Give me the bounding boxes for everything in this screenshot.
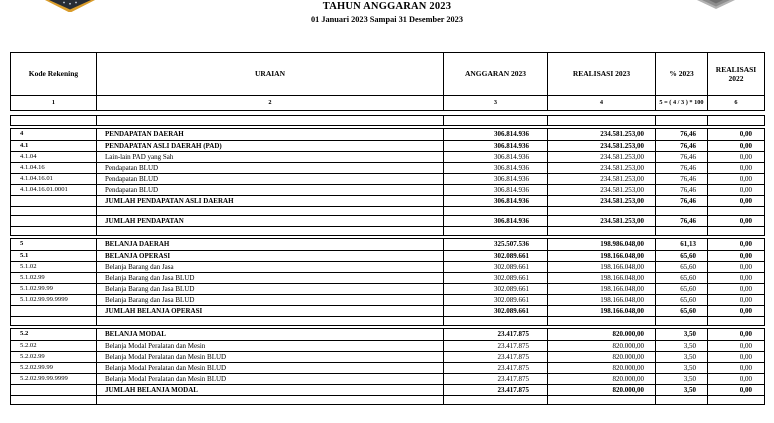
kode-rekening-cell: 4.1.04	[20, 152, 37, 160]
table-row	[11, 173, 764, 184]
realisasi-2023-cell: 234.581.253,00	[547, 185, 655, 195]
anggaran-2023-cell: 302.089.661	[443, 262, 547, 272]
anggaran-2023-cell: 302.089.661	[443, 284, 547, 294]
pct-2023-cell: 76,46	[655, 196, 707, 206]
kode-rekening-cell: 5	[20, 240, 24, 248]
col-header-pct-2023: % 2023	[655, 53, 707, 95]
pct-2023-cell: 3,50	[655, 385, 707, 395]
kode-rekening-cell	[11, 317, 96, 325]
col-header-realisasi-2022: REALISASI 2022	[707, 53, 764, 95]
pct-2023-cell: 76,46	[655, 163, 707, 173]
realisasi-2023-cell: 198.166.048,00	[547, 306, 655, 316]
realisasi-2023-cell: 198.166.048,00	[547, 262, 655, 272]
realisasi-2023-cell: 198.166.048,00	[547, 284, 655, 294]
kode-rekening-cell	[11, 306, 96, 316]
realisasi-2023-cell	[547, 116, 655, 125]
realisasi-2023-cell: 820.000,00	[547, 341, 655, 351]
realisasi-2023-cell: 234.581.253,00	[547, 141, 655, 151]
uraian-cell: Pendapatan BLUD	[96, 185, 443, 195]
pendapatan-block	[10, 128, 765, 236]
realisasi-2023-cell	[547, 227, 655, 235]
col-header-kode-rekening: Kode Rekening	[28, 69, 79, 79]
column-header-row	[11, 53, 764, 95]
uraian-cell: PENDAPATAN ASLI DAERAH (PAD)	[96, 141, 443, 151]
pct-2023-cell: 65,60	[655, 306, 707, 316]
uraian-cell	[96, 317, 443, 325]
realisasi-2023-cell	[547, 317, 655, 325]
pct-2023-cell	[655, 396, 707, 404]
realisasi-2023-cell: 234.581.253,00	[547, 174, 655, 184]
anggaran-2023-cell: 306.814.936	[443, 185, 547, 195]
realisasi-2022-cell	[707, 317, 764, 325]
uraian-cell	[96, 207, 443, 215]
uraian-cell: Belanja Modal Peralatan dan Mesin BLUD	[96, 374, 443, 384]
uraian-cell: JUMLAH PENDAPATAN	[96, 216, 443, 226]
table-row	[11, 384, 764, 395]
table-row	[11, 226, 764, 235]
uraian-cell: Pendapatan BLUD	[96, 174, 443, 184]
uraian-cell: PENDAPATAN DAERAH	[96, 129, 443, 140]
kode-rekening-cell: 4.1.04.16.01.0001	[20, 185, 68, 193]
kode-rekening-cell: 5.1.02.99.99	[20, 284, 53, 292]
realisasi-2022-cell	[707, 227, 764, 235]
anggaran-2023-cell: 23.417.875	[443, 374, 547, 384]
table-row	[11, 340, 764, 351]
pct-2023-cell: 76,46	[655, 141, 707, 151]
pct-2023-cell	[655, 227, 707, 235]
uraian-cell: JUMLAH PENDAPATAN ASLI DAERAH	[96, 196, 443, 206]
table-row	[11, 206, 764, 215]
anggaran-2023-cell: 306.814.936	[443, 152, 547, 162]
uraian-cell	[96, 116, 443, 125]
table-row	[11, 351, 764, 362]
kode-rekening-cell: 5.2.02.99.99.9999	[20, 374, 68, 382]
column-number-row	[11, 95, 764, 110]
realisasi-2023-cell: 820.000,00	[547, 363, 655, 373]
anggaran-2023-cell: 306.814.936	[443, 129, 547, 140]
budget-table	[10, 52, 765, 405]
realisasi-2023-cell: 820.000,00	[547, 329, 655, 340]
kode-rekening-cell: 5.2.02.99	[20, 352, 45, 360]
kode-rekening-cell: 4.1.04.16	[20, 163, 45, 171]
anggaran-2023-cell: 306.814.936	[443, 196, 547, 206]
kode-rekening-cell	[11, 196, 96, 206]
pct-2023-cell	[655, 207, 707, 215]
pct-2023-cell: 3,50	[655, 352, 707, 362]
belanja-operasi-block	[10, 238, 765, 326]
uraian-cell: JUMLAH BELANJA MODAL	[96, 385, 443, 395]
uraian-cell: JUMLAH BELANJA OPERASI	[96, 306, 443, 316]
realisasi-2023-cell: 820.000,00	[547, 385, 655, 395]
anggaran-2023-cell	[443, 396, 547, 404]
col-number-1: 1	[51, 98, 56, 106]
anggaran-2023-cell: 23.417.875	[443, 352, 547, 362]
realisasi-2022-cell: 0,00	[707, 216, 764, 226]
realisasi-2023-cell: 234.581.253,00	[547, 216, 655, 226]
uraian-cell: Belanja Modal Peralatan dan Mesin BLUD	[96, 363, 443, 373]
report-title-year: TAHUN ANGGARAN 2023	[322, 1, 452, 12]
uraian-cell: BELANJA OPERASI	[96, 251, 443, 261]
uraian-cell: BELANJA MODAL	[96, 329, 443, 340]
realisasi-2023-cell: 234.581.253,00	[547, 196, 655, 206]
realisasi-2023-cell: 820.000,00	[547, 374, 655, 384]
realisasi-2023-cell: 234.581.253,00	[547, 129, 655, 140]
realisasi-2023-cell: 234.581.253,00	[547, 152, 655, 162]
pct-2023-cell: 3,50	[655, 341, 707, 351]
kode-rekening-cell	[11, 207, 96, 215]
table-row	[11, 283, 764, 294]
table-row	[11, 261, 764, 272]
anggaran-2023-cell: 306.814.936	[443, 163, 547, 173]
anggaran-2023-cell: 325.507.536	[443, 239, 547, 250]
kode-rekening-cell: 4.1	[20, 141, 29, 149]
belanja-modal-block	[10, 328, 765, 405]
uraian-cell: Pendapatan BLUD	[96, 163, 443, 173]
table-row	[11, 140, 764, 151]
pct-2023-cell: 76,46	[655, 152, 707, 162]
pct-2023-cell	[655, 317, 707, 325]
table-row	[11, 184, 764, 195]
realisasi-2023-cell	[547, 207, 655, 215]
kode-rekening-cell: 5.1.02.99	[20, 273, 45, 281]
anggaran-2023-cell: 23.417.875	[443, 341, 547, 351]
col-header-uraian: URAIAN	[96, 53, 443, 95]
kode-rekening-cell: 5.2.02	[20, 341, 37, 349]
kode-rekening-cell: 5.1.02.99.99.9999	[20, 295, 68, 303]
col-number-6: 6	[707, 96, 764, 110]
realisasi-2022-cell: 0,00	[707, 163, 764, 173]
realisasi-2022-cell	[707, 116, 764, 125]
pct-2023-cell: 65,60	[655, 284, 707, 294]
uraian-cell: Belanja Barang dan Jasa BLUD	[96, 295, 443, 305]
anggaran-2023-cell	[443, 116, 547, 125]
realisasi-2022-cell: 0,00	[707, 306, 764, 316]
table-row	[11, 215, 764, 226]
realisasi-2022-cell: 0,00	[707, 251, 764, 261]
kode-rekening-cell	[11, 216, 96, 226]
kode-rekening-cell	[11, 396, 96, 404]
realisasi-2022-cell: 0,00	[707, 152, 764, 162]
anggaran-2023-cell: 306.814.936	[443, 141, 547, 151]
realisasi-2022-cell: 0,00	[707, 352, 764, 362]
pct-2023-cell: 76,46	[655, 185, 707, 195]
uraian-cell: Belanja Barang dan Jasa BLUD	[96, 273, 443, 283]
kode-rekening-cell: 5.1.02	[20, 262, 37, 270]
realisasi-2022-cell: 0,00	[707, 341, 764, 351]
anggaran-2023-cell: 23.417.875	[443, 363, 547, 373]
kode-rekening-cell: 4	[20, 130, 24, 138]
spacer-block	[10, 115, 765, 126]
realisasi-2023-cell	[547, 396, 655, 404]
pct-2023-cell: 76,46	[655, 129, 707, 140]
uraian-cell: Lain-lain PAD yang Sah	[96, 152, 443, 162]
realisasi-2023-cell: 198.166.048,00	[547, 273, 655, 283]
col-number-4: 4	[547, 96, 655, 110]
kode-rekening-cell: 5.1	[20, 251, 29, 259]
table-row	[11, 250, 764, 261]
realisasi-2022-cell: 0,00	[707, 385, 764, 395]
anggaran-2023-cell: 302.089.661	[443, 273, 547, 283]
col-number-2: 2	[96, 96, 443, 110]
kode-rekening-cell: 5.2.02.99.99	[20, 363, 53, 371]
realisasi-2022-cell: 0,00	[707, 239, 764, 250]
anggaran-2023-cell: 306.814.936	[443, 216, 547, 226]
pct-2023-cell: 3,50	[655, 374, 707, 384]
table-row	[11, 239, 764, 250]
pct-2023-cell: 76,46	[655, 216, 707, 226]
table-row	[11, 129, 764, 140]
pct-2023-cell	[655, 116, 707, 125]
uraian-cell	[96, 396, 443, 404]
table-row	[11, 294, 764, 305]
anggaran-2023-cell: 23.417.875	[443, 329, 547, 340]
realisasi-2022-cell: 0,00	[707, 129, 764, 140]
table-row	[11, 151, 764, 162]
anggaran-2023-cell: 23.417.875	[443, 385, 547, 395]
pct-2023-cell: 65,60	[655, 251, 707, 261]
kode-rekening-cell	[11, 227, 96, 235]
uraian-cell: Belanja Modal Peralatan dan Mesin BLUD	[96, 352, 443, 362]
kode-rekening-cell: 4.1.04.16.01	[20, 174, 53, 182]
table-row	[11, 316, 764, 325]
realisasi-2022-cell: 0,00	[707, 174, 764, 184]
col-number-3: 3	[443, 96, 547, 110]
realisasi-2022-cell: 0,00	[707, 262, 764, 272]
table-row	[11, 272, 764, 283]
realisasi-2023-cell: 234.581.253,00	[547, 163, 655, 173]
kode-rekening-cell: 5.2	[20, 330, 29, 338]
realisasi-2022-cell	[707, 396, 764, 404]
table-row	[11, 162, 764, 173]
pct-2023-cell: 65,60	[655, 262, 707, 272]
table-row	[11, 305, 764, 316]
pct-2023-cell: 3,50	[655, 363, 707, 373]
kode-rekening-cell	[11, 116, 96, 125]
realisasi-2022-cell	[707, 207, 764, 215]
realisasi-2022-cell: 0,00	[707, 374, 764, 384]
anggaran-2023-cell: 306.814.936	[443, 174, 547, 184]
anggaran-2023-cell: 302.089.661	[443, 306, 547, 316]
realisasi-2022-cell: 0,00	[707, 295, 764, 305]
realisasi-2023-cell: 820.000,00	[547, 352, 655, 362]
table-row	[11, 373, 764, 384]
uraian-cell: Belanja Barang dan Jasa	[96, 262, 443, 272]
anggaran-2023-cell: 302.089.661	[443, 251, 547, 261]
pct-2023-cell: 3,50	[655, 329, 707, 340]
realisasi-2023-cell: 198.166.048,00	[547, 295, 655, 305]
realisasi-2022-cell: 0,00	[707, 185, 764, 195]
uraian-cell: Belanja Barang dan Jasa BLUD	[96, 284, 443, 294]
pct-2023-cell: 76,46	[655, 174, 707, 184]
pct-2023-cell: 65,60	[655, 273, 707, 283]
realisasi-2022-cell: 0,00	[707, 284, 764, 294]
uraian-cell: Belanja Modal Peralatan dan Mesin	[96, 341, 443, 351]
uraian-cell: BELANJA DAERAH	[96, 239, 443, 250]
col-number-5: 5 = ( 4 / 3 ) * 100	[655, 96, 707, 110]
anggaran-2023-cell: 302.089.661	[443, 295, 547, 305]
realisasi-2022-cell: 0,00	[707, 141, 764, 151]
uraian-cell	[96, 227, 443, 235]
pct-2023-cell: 65,60	[655, 295, 707, 305]
report-period: 01 Januari 2023 Sampai 31 Desember 2023	[311, 15, 463, 24]
realisasi-2023-cell: 198.166.048,00	[547, 251, 655, 261]
table-row	[11, 395, 764, 404]
anggaran-2023-cell	[443, 227, 547, 235]
table-row	[11, 329, 764, 340]
table-row	[11, 116, 764, 125]
table-row	[11, 362, 764, 373]
realisasi-2022-cell: 0,00	[707, 196, 764, 206]
realisasi-2022-cell: 0,00	[707, 363, 764, 373]
realisasi-2022-cell: 0,00	[707, 329, 764, 340]
realisasi-2023-cell: 198.986.048,00	[547, 239, 655, 250]
col-header-realisasi-2023: REALISASI 2023	[547, 53, 655, 95]
kode-rekening-cell	[11, 385, 96, 395]
realisasi-2022-cell: 0,00	[707, 273, 764, 283]
anggaran-2023-cell	[443, 207, 547, 215]
table-row	[11, 195, 764, 206]
anggaran-2023-cell	[443, 317, 547, 325]
col-header-anggaran-2023: ANGGARAN 2023	[443, 53, 547, 95]
pct-2023-cell: 61,13	[655, 239, 707, 250]
table-header-block	[10, 52, 765, 111]
